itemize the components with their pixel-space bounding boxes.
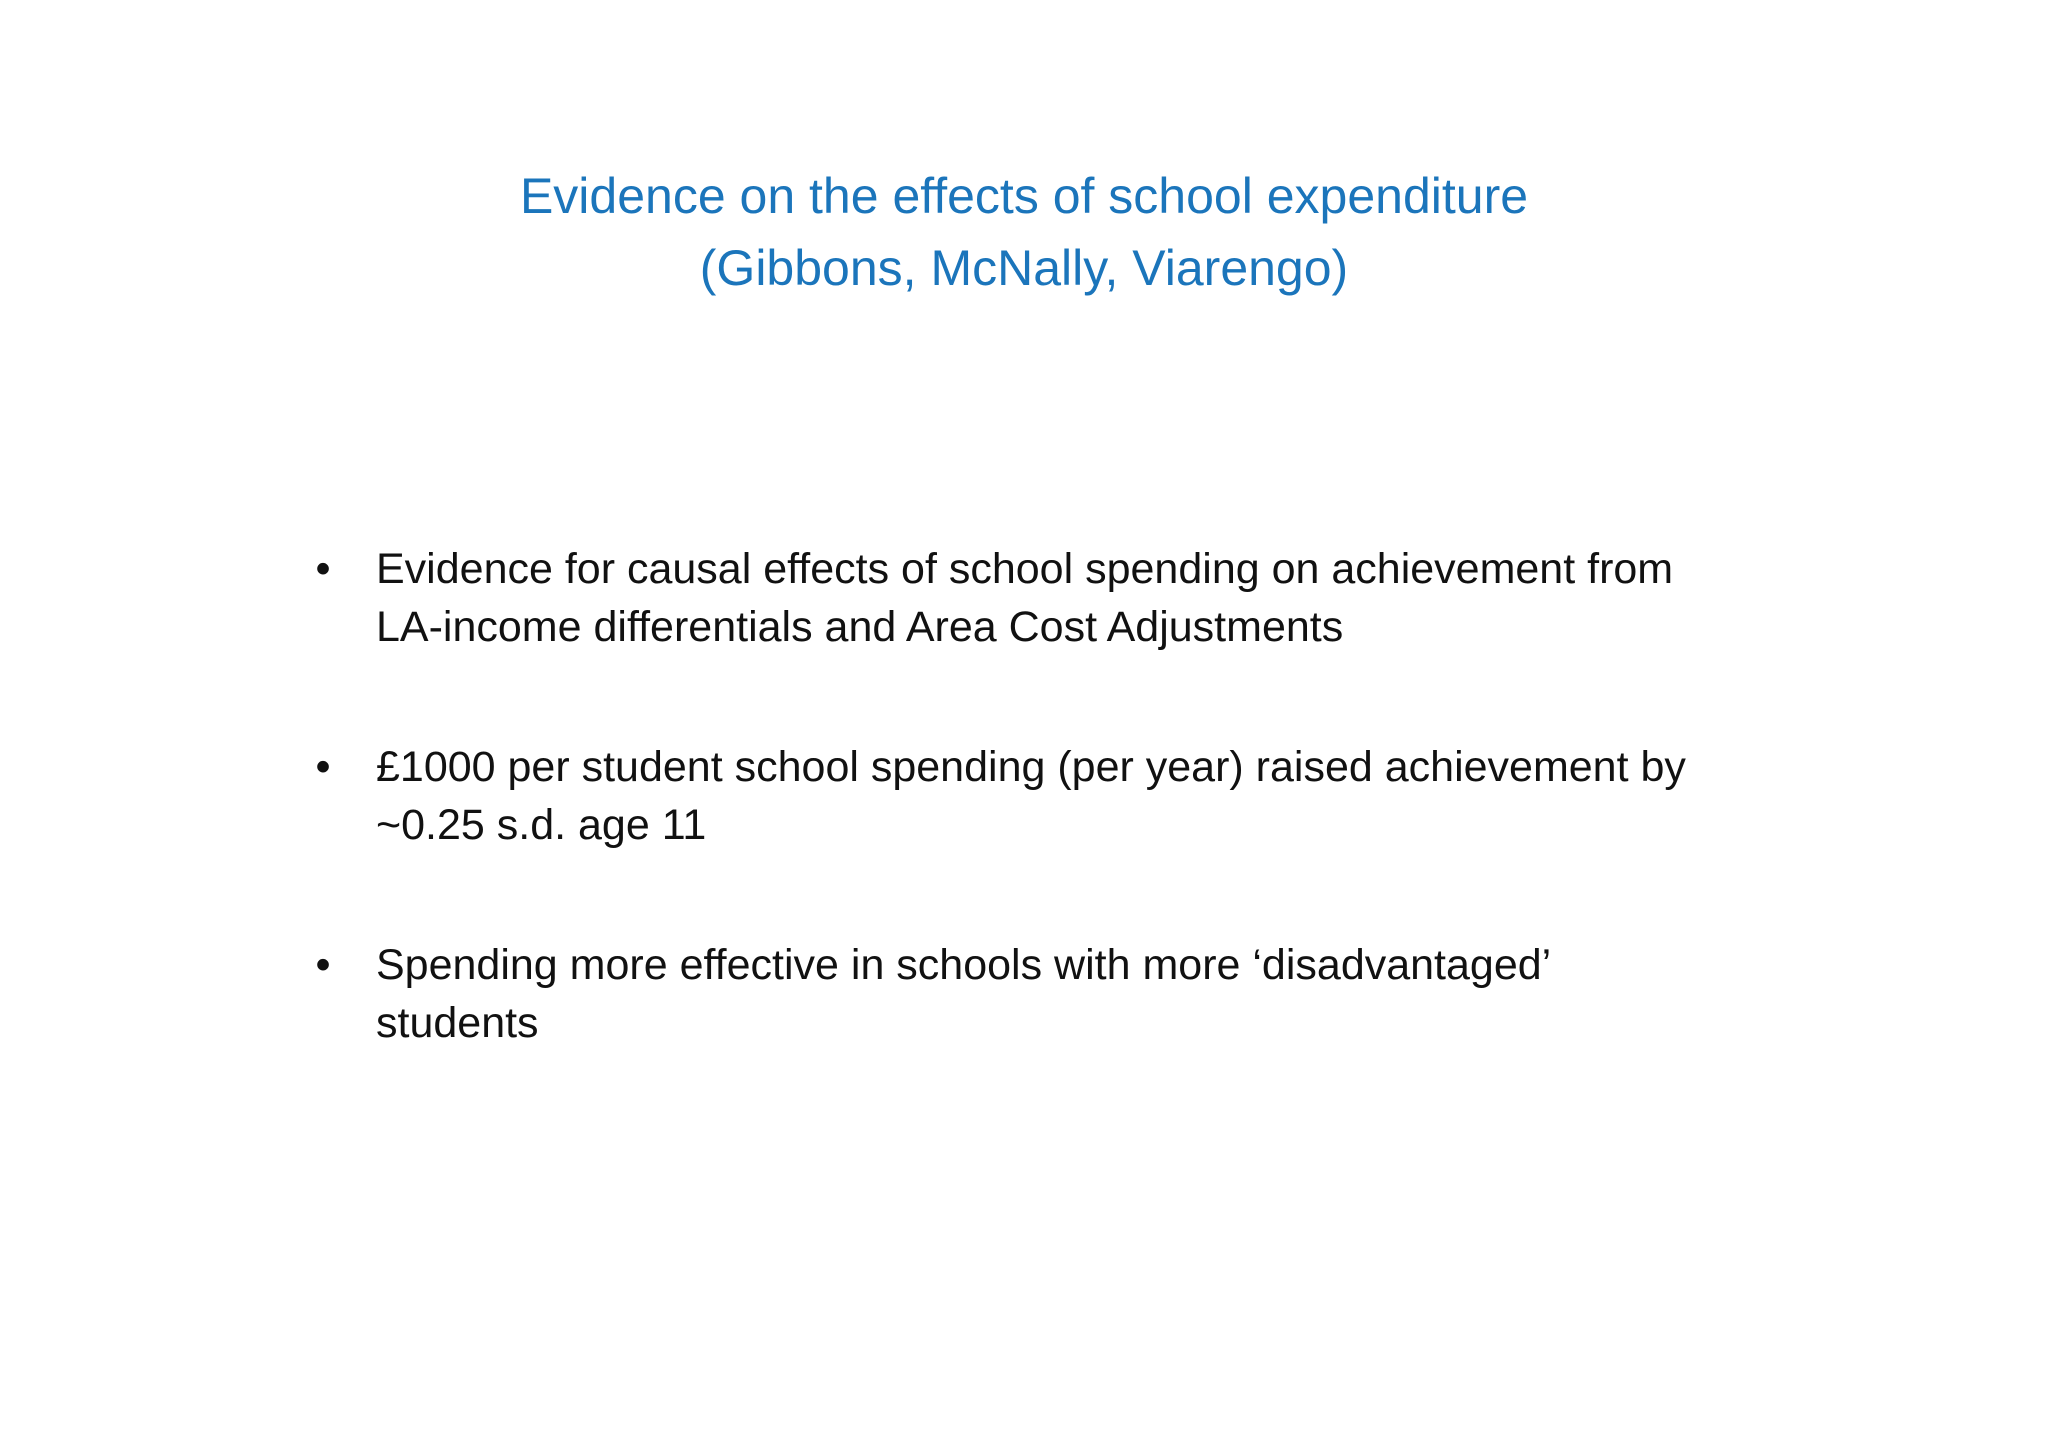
bullet-item-3 bbox=[300, 936, 1800, 1052]
bullet-item-1 bbox=[300, 540, 1800, 656]
bullet-text-3-line-1: Spending more effective in schools with more ‘disadvantaged’ bbox=[376, 941, 1552, 989]
bullet-dot-icon: • bbox=[315, 941, 331, 989]
bullet-list bbox=[300, 540, 1800, 1134]
bullet-text-1-line-2: LA-income differentials and Area Cost Adjustments bbox=[376, 603, 1344, 651]
bullet-dot-icon: • bbox=[315, 545, 331, 593]
slide-title-line-2: (Gibbons, McNally, Viarengo) bbox=[699, 240, 1349, 296]
bullet-text-2-line-2: ~0.25 s.d. age 11 bbox=[376, 801, 707, 849]
bullet-text-2-line-1: £1000 per student school spending (per year) raised achievement by bbox=[376, 743, 1686, 791]
bullet-dot-icon: • bbox=[315, 743, 331, 791]
bullet-item-2 bbox=[300, 738, 1800, 854]
slide-title-line-1: Evidence on the effects of school expenditure bbox=[519, 168, 1529, 224]
bullet-text-3-line-2: students bbox=[376, 999, 539, 1047]
slide-title bbox=[0, 160, 2048, 304]
bullet-text-1-line-1: Evidence for causal effects of school spending on achievement from bbox=[376, 545, 1674, 593]
